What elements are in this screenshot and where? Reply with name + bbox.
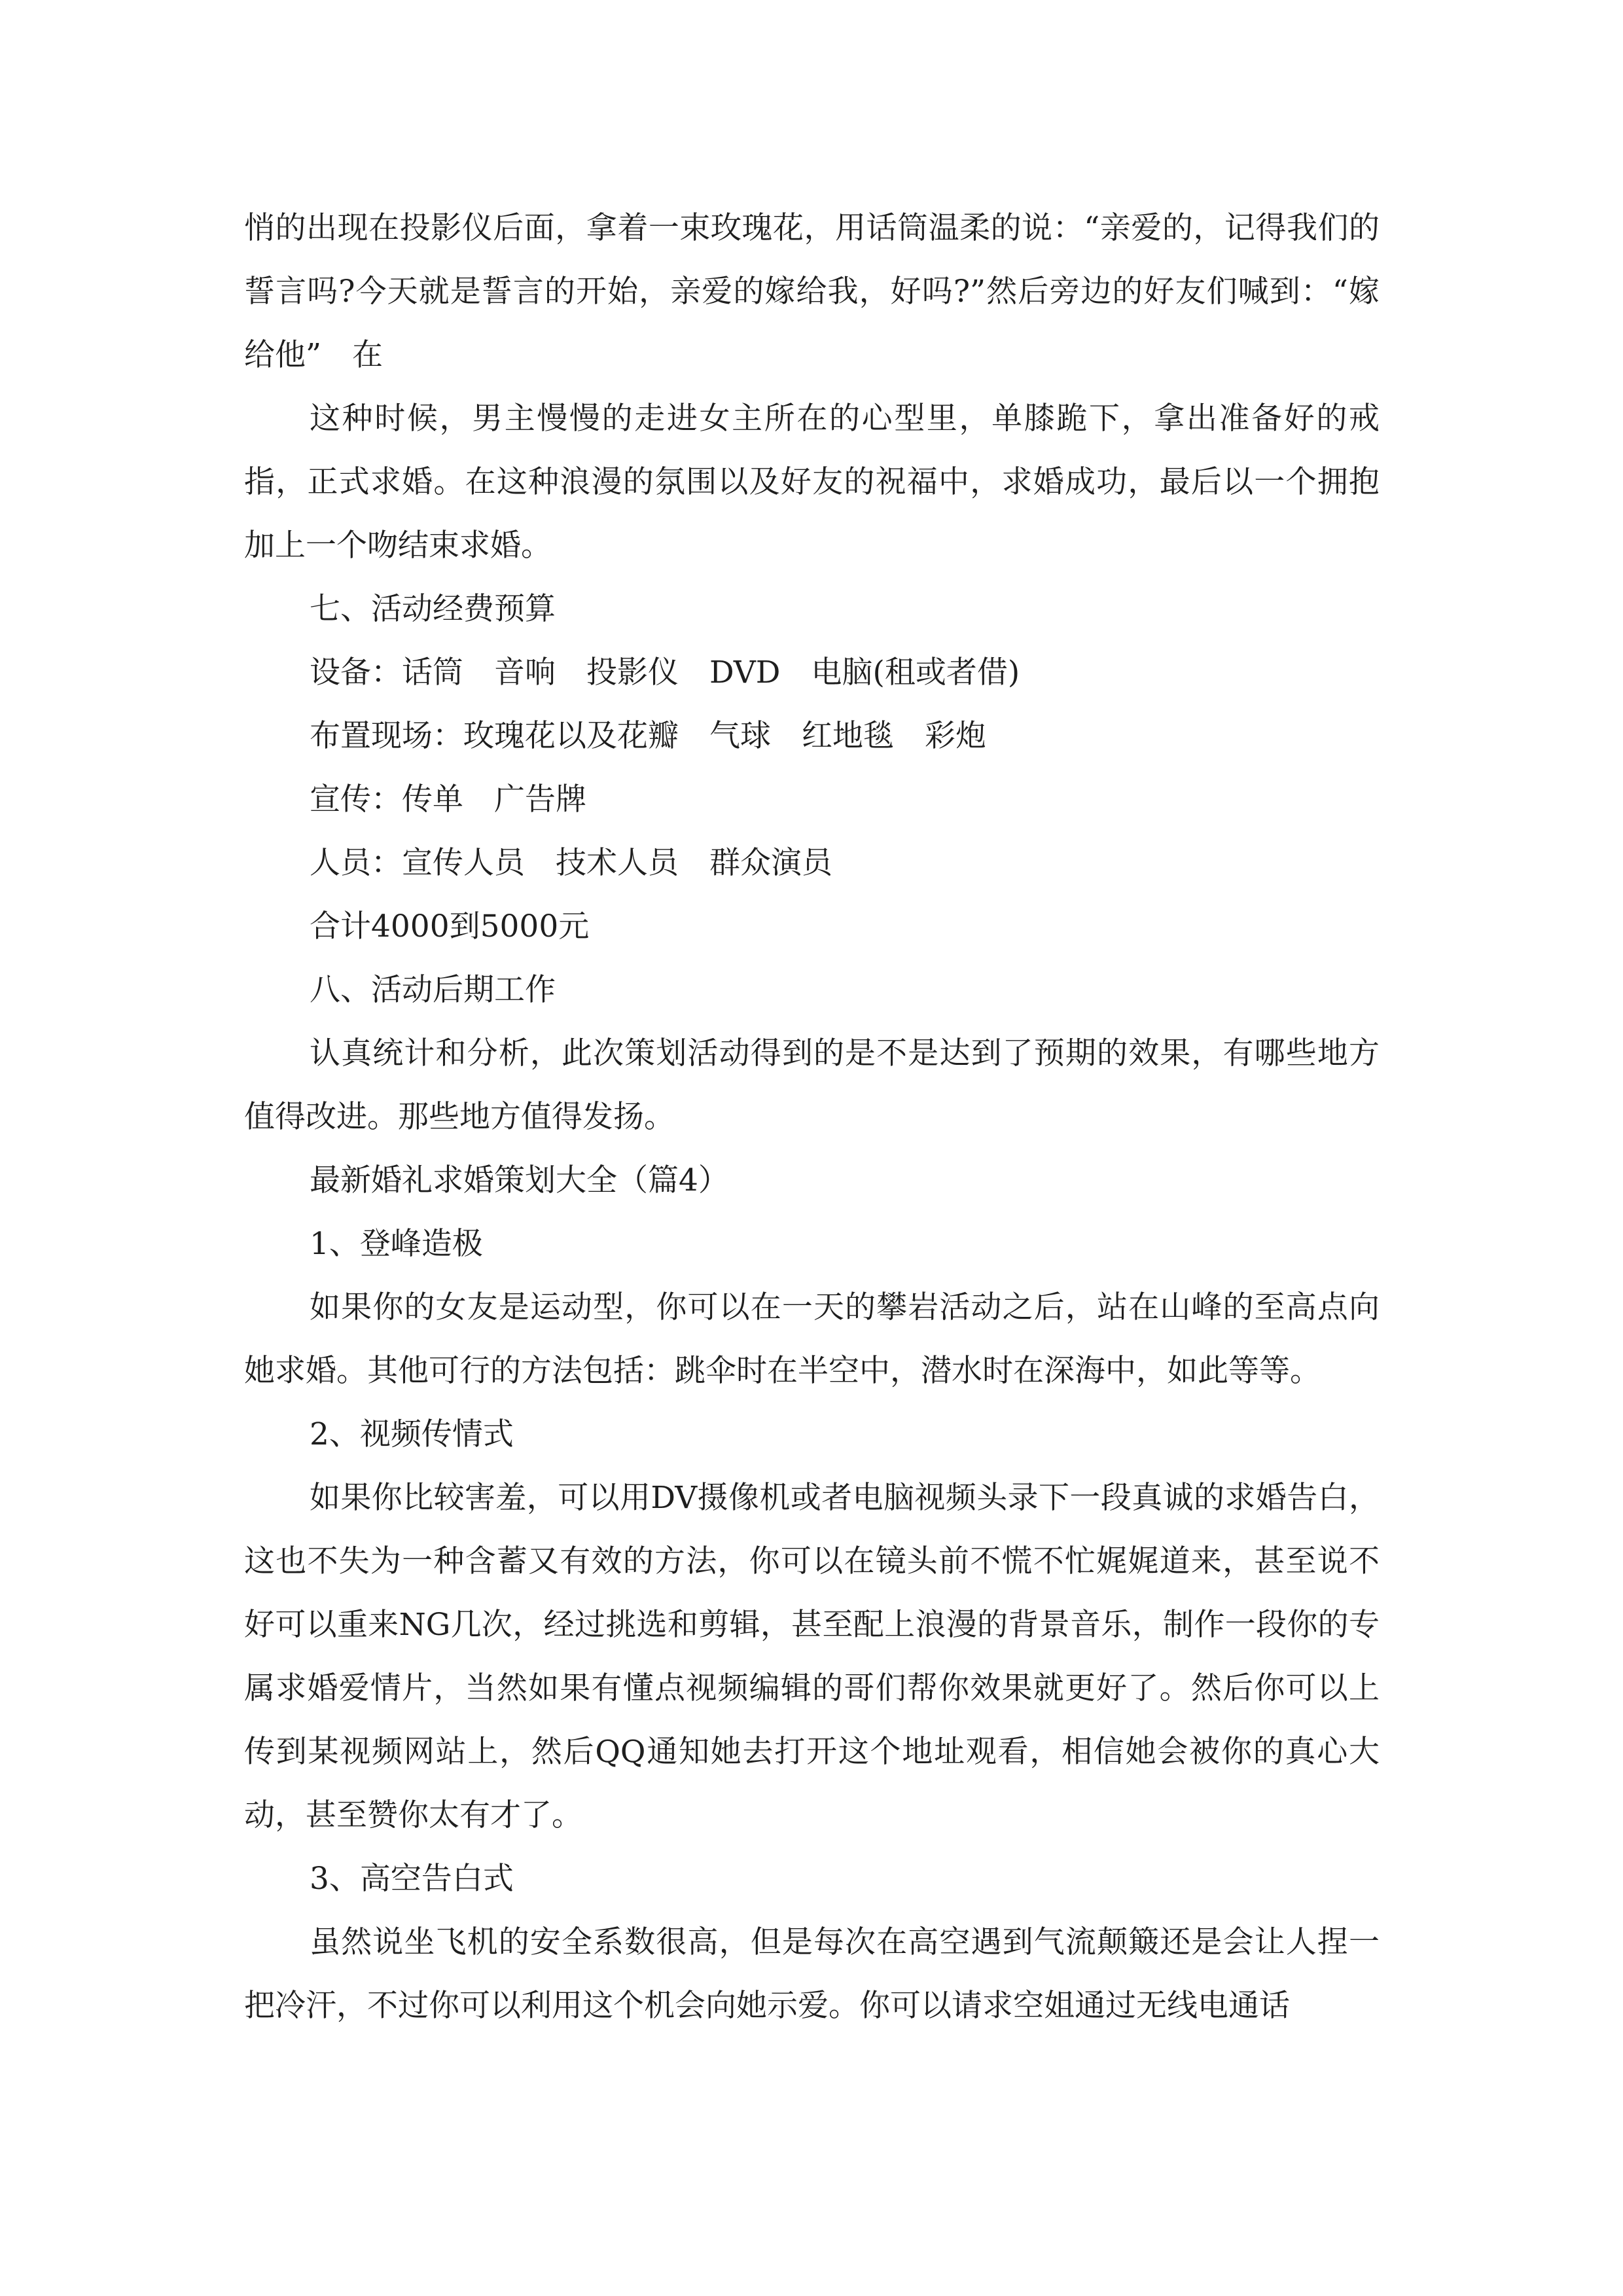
section-heading: 八、活动后期工作 bbox=[310, 972, 556, 1008]
paragraph: 宣传：传单 广告牌 bbox=[310, 781, 586, 817]
paragraph: 悄的出现在投影仪后面，拿着一束玫瑰花，用话筒温柔的说：“亲爱的，记得我们的誓言吗?今天就是誓言的开始，亲爱的嫁给我，好吗?”然后旁边的好友们喊到：“嫁给他” 在 bbox=[244, 210, 1380, 373]
section-heading: 七、活动经费预算 bbox=[310, 591, 556, 627]
section-heading: 3、高空告白式 bbox=[310, 1861, 514, 1897]
paragraph: 如果你的女友是运动型，你可以在一天的攀岩活动之后，站在山峰的至高点向她求婚。其他可行的方法包括：跳伞时在半空中，潜水时在深海中，如此等等。 bbox=[244, 1289, 1380, 1389]
article-title: 最新婚礼求婚策划大全（篇4） bbox=[310, 1162, 729, 1198]
paragraph: 设备：话筒 音响 投影仪 DVD 电脑(租或者借) bbox=[310, 655, 1020, 691]
paragraph: 人员：宣传人员 技术人员 群众演员 bbox=[310, 845, 832, 881]
paragraph: 如果你比较害羞，可以用DV摄像机或者电脑视频头录下一段真诚的求婚告白，这也不失为一种含蓄又有效的方法，你可以在镜头前不慌不忙娓娓道来，甚至说不好可以重来NG几次，经过挑选和剪辑，甚至配上浪漫的背景音乐，制作一段你的专属求婚爱情片，当然如果有懂点视频编辑的哥们帮你效果就更好了。然后你可以上传到某视频网站上，然后QQ通知她去打开这个地址观看，相信她会被你的真心大动，甚至赞你太有才了。 bbox=[244, 1480, 1380, 1833]
paragraph: 合计4000到5000元 bbox=[310, 908, 590, 944]
paragraph: 这种时候，男主慢慢的走进女主所在的心型里，单膝跪下，拿出准备好的戒指，正式求婚。在这种浪漫的氛围以及好友的祝福中，求婚成功，最后以一个拥抱加上一个吻结束求婚。 bbox=[244, 401, 1380, 564]
section-heading: 2、视频传情式 bbox=[310, 1416, 514, 1452]
paragraph: 布置现场：玫瑰花以及花瓣 气球 红地毯 彩炮 bbox=[310, 718, 986, 754]
section-heading: 1、登峰造极 bbox=[310, 1226, 483, 1262]
document-body bbox=[244, 196, 1380, 2037]
paragraph: 认真统计和分析，此次策划活动得到的是不是达到了预期的效果，有哪些地方值得改进。那些地方值得发扬。 bbox=[244, 1035, 1380, 1135]
paragraph: 虽然说坐飞机的安全系数很高，但是每次在高空遇到气流颠簸还是会让人捏一把冷汗，不过你可以利用这个机会向她示爱。你可以请求空姐通过无线电通话 bbox=[244, 1924, 1380, 2024]
